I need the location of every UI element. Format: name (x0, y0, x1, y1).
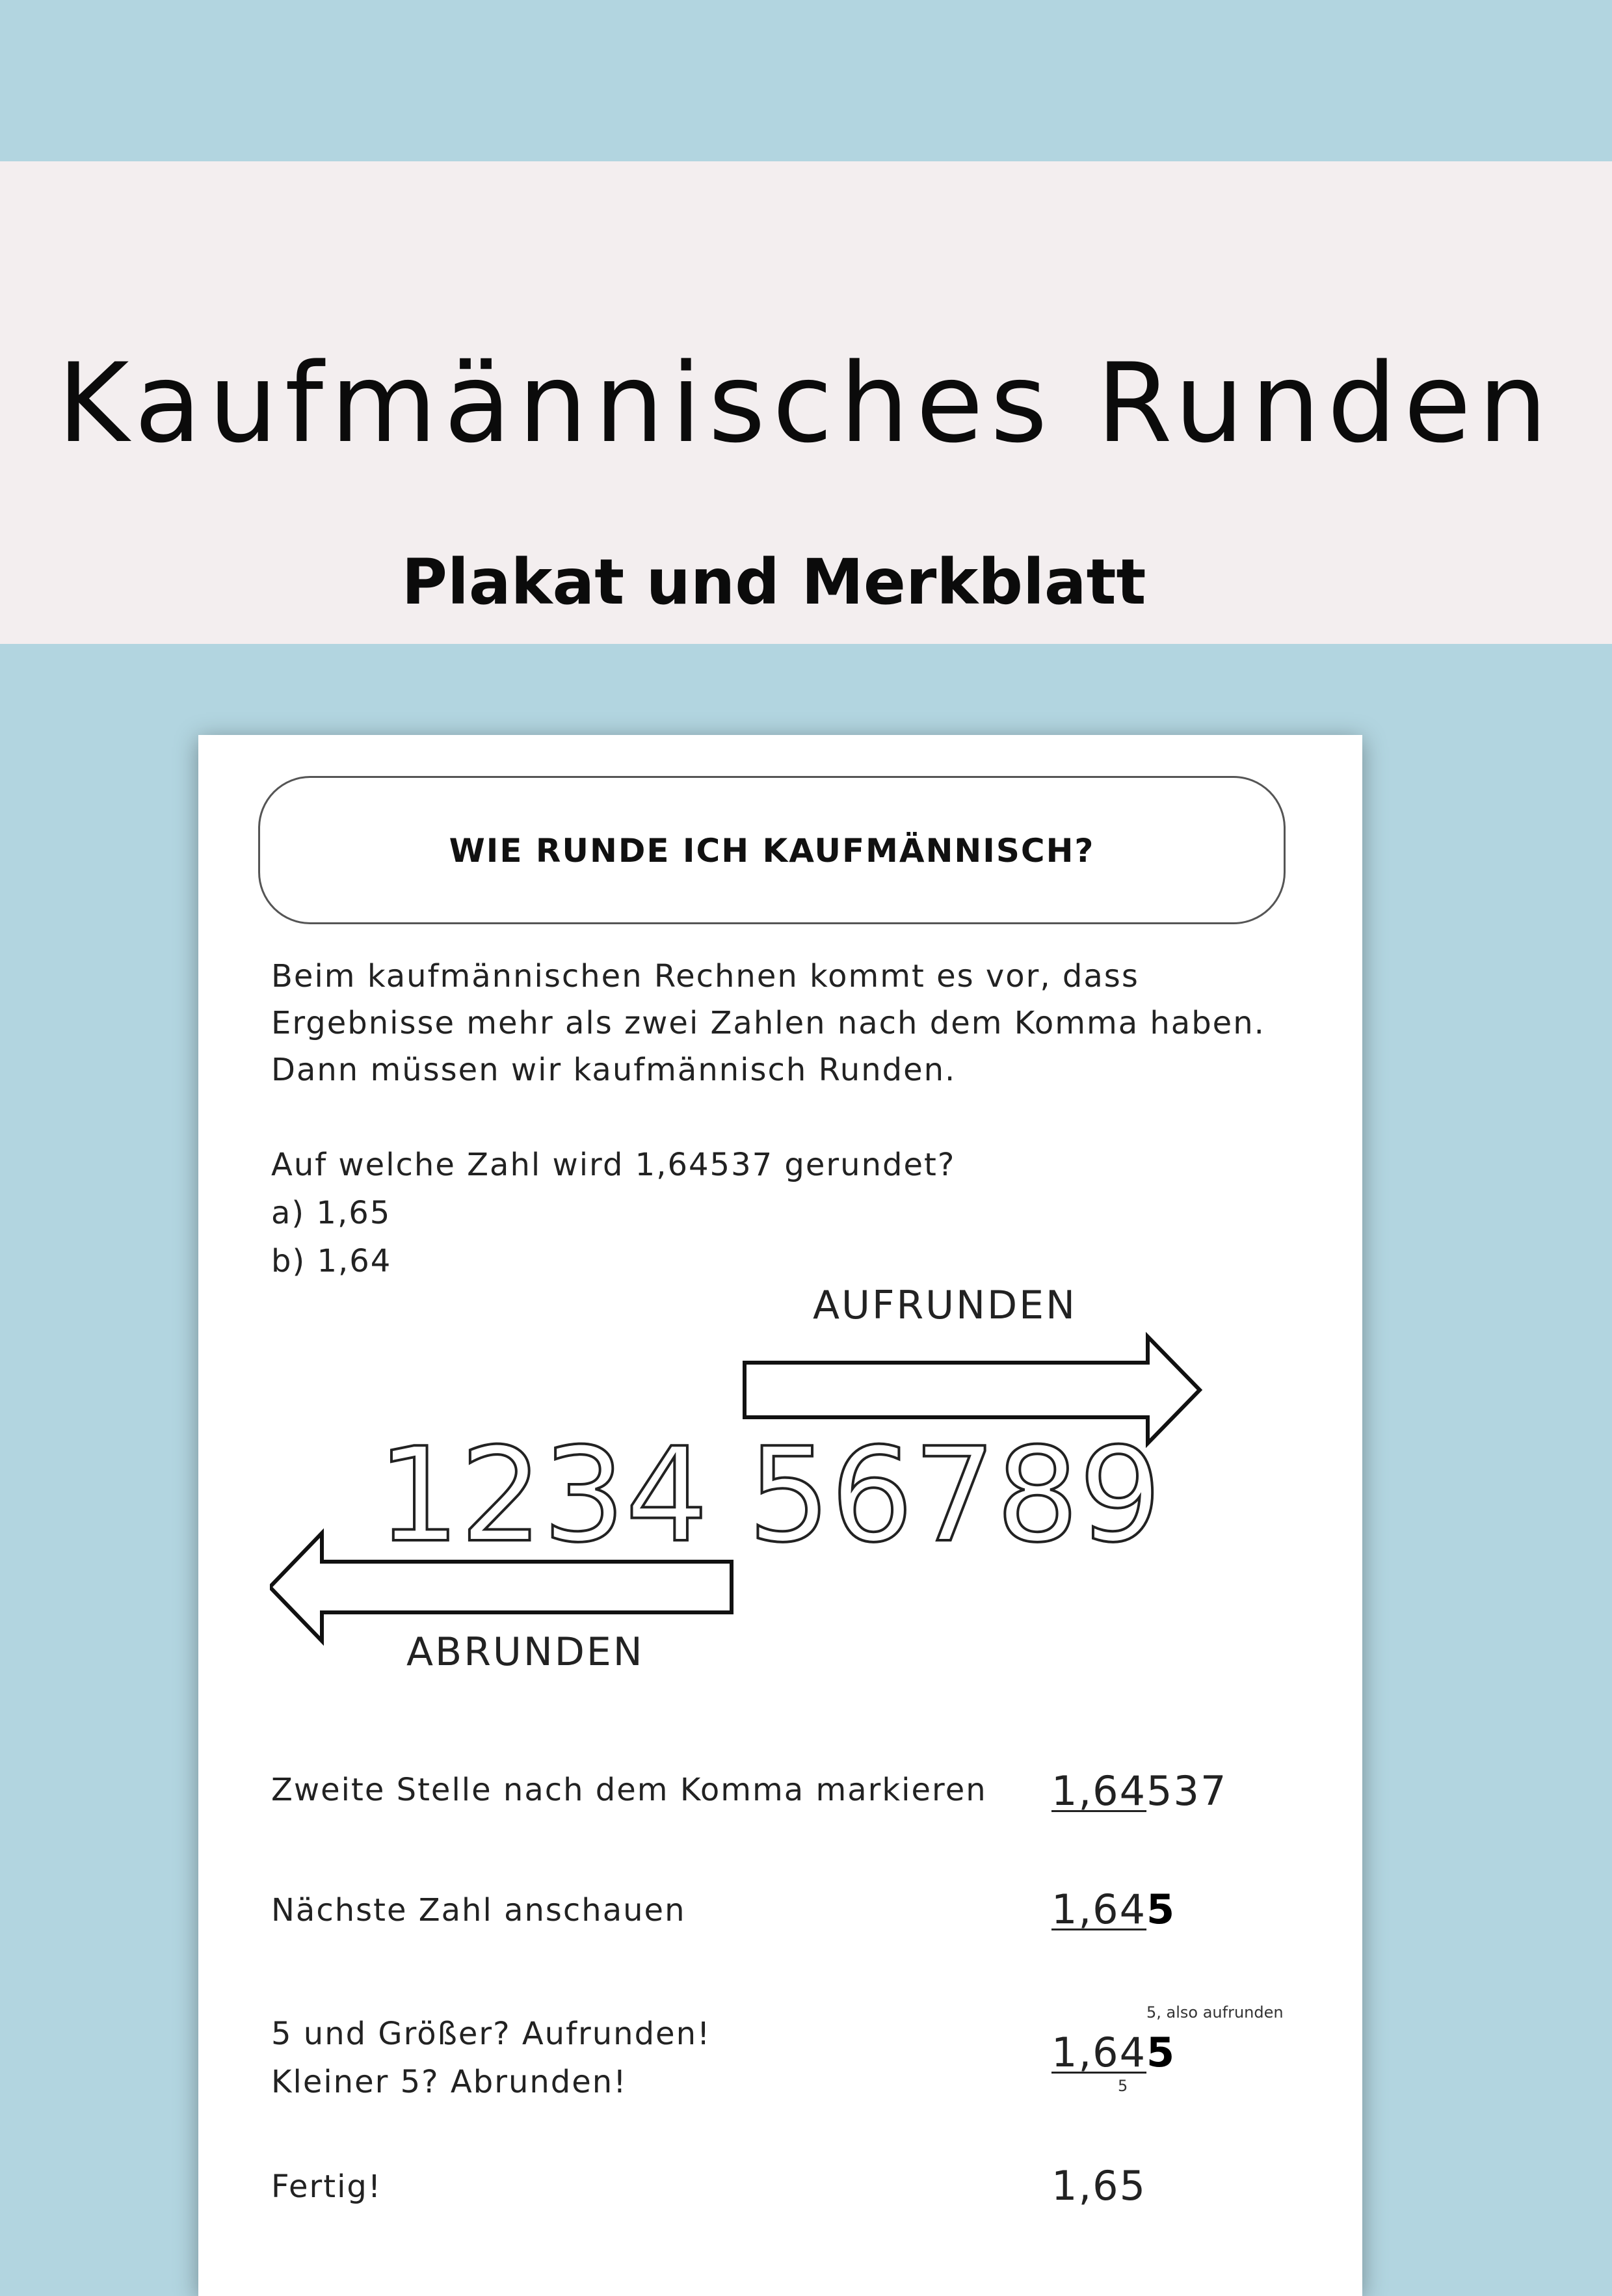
digits-aufrunden: 56789 (748, 1420, 1162, 1571)
main-title: Kaufmännisches Runden (57, 340, 1555, 467)
step-3-note-above: 5, also aufrunden (1146, 2003, 1284, 2022)
subtitle: Plakat und Merkblatt (401, 546, 1146, 619)
intro-line-3: Dann müssen wir kaufmännisch Runden. (271, 1052, 957, 1088)
step-1-number: 1,64537 (1051, 1767, 1228, 1815)
worksheet-preview (198, 735, 1362, 2296)
worksheet-header: WIE RUNDE ICH KAUFMÄNNISCH? (449, 832, 1095, 870)
worksheet-header-box (258, 776, 1286, 924)
step-3-number: 1,645 (1051, 2029, 1176, 2076)
intro-line-2: Ergebnisse mehr als zwei Zahlen nach dem Komma haben. (271, 1005, 1265, 1041)
step-3-note-below: 5 (1118, 2077, 1128, 2095)
digits-abrunden: 1234 (377, 1420, 708, 1571)
step-4-result: 1,65 (1051, 2162, 1147, 2209)
step-1-text: Zweite Stelle nach dem Komma markieren (271, 1772, 987, 1808)
question: Auf welche Zahl wird 1,64537 gerundet? (271, 1147, 956, 1183)
step-3-text-line-2: Kleiner 5? Abrunden! (271, 2064, 628, 2100)
step-4-text: Fertig! (271, 2169, 382, 2205)
step-3-text-line-1: 5 und Größer? Aufrunden! (271, 2016, 711, 2052)
step-2-text: Nächste Zahl anschauen (271, 1892, 686, 1929)
option-a: a) 1,65 (271, 1195, 391, 1231)
option-b: b) 1,64 (271, 1243, 392, 1279)
label-aufrunden: AUFRUNDEN (813, 1283, 1077, 1328)
label-abrunden: ABRUNDEN (406, 1629, 644, 1675)
intro-line-1: Beim kaufmännischen Rechnen kommt es vor, dass (271, 958, 1139, 994)
step-2-number: 1,645 (1051, 1886, 1176, 1933)
